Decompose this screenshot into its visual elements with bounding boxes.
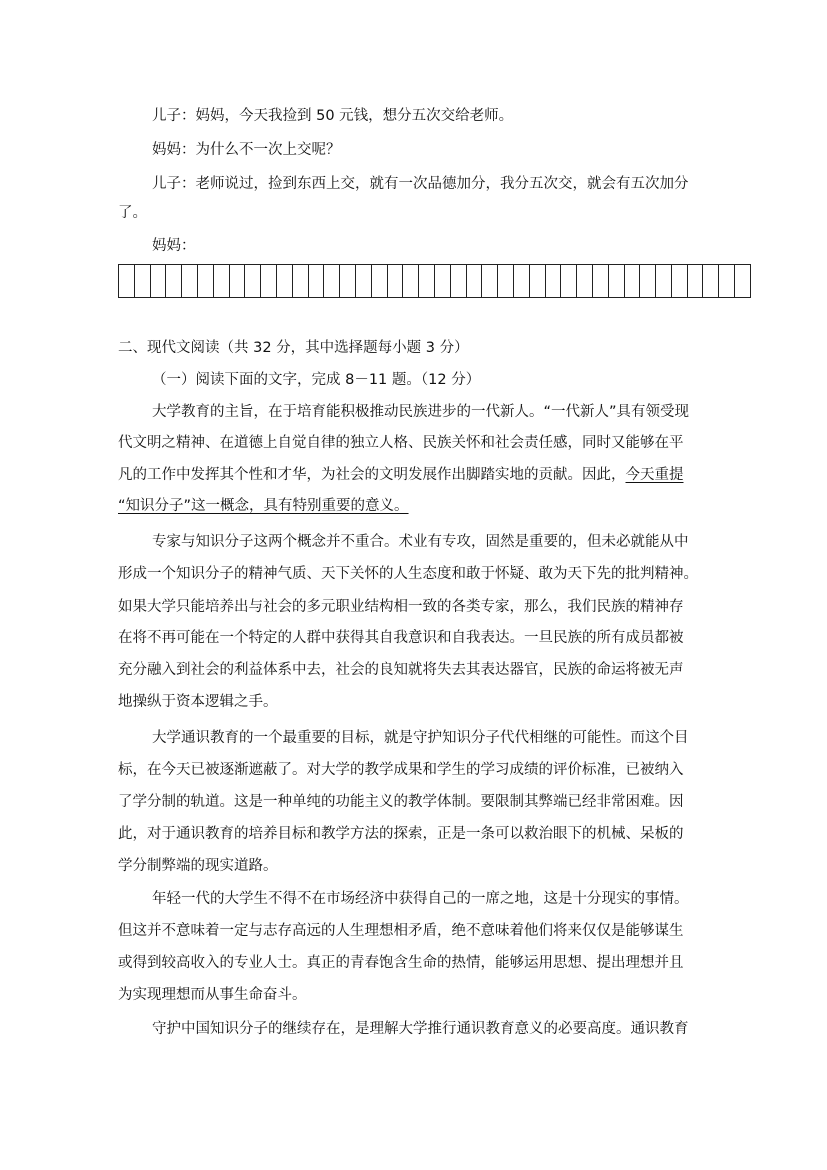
answer-grid-cell[interactable] [166, 264, 182, 298]
answer-grid-cell[interactable] [198, 264, 214, 298]
answer-grid-cell[interactable] [625, 264, 641, 298]
passage-line: 大学教育的主旨，在于培育能积极推动民族进步的一代新人。“一代新人”具有领受现 [152, 404, 690, 420]
dialogue-mom-line: 妈妈：为什么不一次上交呢？ [152, 142, 341, 158]
dialogue-son-line: 儿子：妈妈，今天我捡到 50 元钱，想分五次交给老师。 [152, 108, 514, 124]
answer-grid-cell[interactable] [451, 264, 467, 298]
passage-line: 但这并不意味着一定与志存高远的人生理想相矛盾，绝不意味着他们将来仅仅是能够谋生 [118, 923, 684, 939]
answer-grid-cell[interactable] [309, 264, 325, 298]
underlined-text: “知识分子”这一概念，具有特别重要的意义。 [118, 498, 409, 514]
underlined-text: 今天重提 [625, 467, 684, 483]
passage-line: 或得到较高收入的专业人士。真正的青春饱含生命的热情，能够运用思想、提出理想并且 [118, 955, 684, 971]
passage-line: 地操纵于资本逻辑之手。 [118, 694, 278, 710]
passage-line: 代文明之精神、在道德上自觉自律的独立人格、民族关怀和社会责任感，同时又能够在平 [118, 435, 684, 451]
passage-line: 了学分制的轨道。这是一种单纯的功能主义的教学体制。要限制其弊端已经非常困难。因 [118, 794, 684, 810]
answer-grid-cell[interactable] [214, 264, 230, 298]
answer-grid-cell[interactable] [498, 264, 514, 298]
answer-grid-cell[interactable] [261, 264, 277, 298]
passage-line: 标，在今天已被逐渐遮蔽了。对大学的教学成果和学生的学习成绩的评价标准，已被纳入 [118, 762, 684, 778]
sub-section-heading: （一）阅读下面的文字，完成 8－11 题。（12 分） [152, 372, 481, 388]
answer-grid-cell[interactable] [609, 264, 625, 298]
answer-grid-cell[interactable] [735, 264, 751, 298]
dialogue-son-line-2: 儿子：老师说过，捡到东西上交，就有一次品德加分，我分五次交，就会有五次加分 [152, 176, 689, 192]
answer-grid-cell[interactable] [403, 264, 419, 298]
answer-grid-cell[interactable] [656, 264, 672, 298]
answer-grid-cell[interactable] [577, 264, 593, 298]
answer-grid-cell[interactable] [688, 264, 704, 298]
answer-grid-cell[interactable] [419, 264, 435, 298]
answer-grid-cell[interactable] [356, 264, 372, 298]
answer-grid-cell[interactable] [245, 264, 261, 298]
passage-line: 大学通识教育的一个最重要的目标，就是守护知识分子代代相继的可能性。而这个目 [152, 730, 689, 746]
passage-line: 在将不再可能在一个特定的人群中获得其自我意识和自我表达。一旦民族的所有成员都被 [118, 630, 684, 646]
passage-line: 专家与知识分子这两个概念并不重合。术业有专攻，固然是重要的，但未必就能从中 [152, 534, 689, 550]
passage-line: 守护中国知识分子的继续存在，是理解大学推行通识教育意义的必要高度。通识教育 [152, 1021, 689, 1037]
answer-grid-cell[interactable] [703, 264, 719, 298]
answer-grid-cell[interactable] [514, 264, 530, 298]
answer-grid-cell[interactable] [482, 264, 498, 298]
passage-line: 年轻一代的大学生不得不在市场经济中获得自己的一席之地，这是十分现实的事情。 [152, 891, 689, 907]
passage-line: 形成一个知识分子的精神气质、天下关怀的人生态度和敢于怀疑、敢为天下先的批判精神。 [118, 566, 698, 582]
section-heading: 二、现代文阅读（共 32 分，其中选择题每小题 3 分） [118, 340, 469, 356]
answer-grid-cell[interactable] [119, 264, 135, 298]
answer-grid-cell[interactable] [672, 264, 688, 298]
passage-line: 此，对于通识教育的培养目标和教学方法的探索，正是一条可以救治眼下的机械、呆板的 [118, 826, 684, 842]
dialogue-son-line-2-cont: 了。 [118, 205, 147, 221]
answer-grid-cell[interactable] [324, 264, 340, 298]
passage-line: 学分制弊端的现实道路。 [118, 858, 278, 874]
answer-grid-cell[interactable] [293, 264, 309, 298]
dialogue-mom-answer-prompt: 妈妈： [152, 238, 196, 254]
passage-line: 为实现理想而从事生命奋斗。 [118, 987, 307, 1003]
answer-grid-cell[interactable] [182, 264, 198, 298]
answer-grid-cell[interactable] [372, 264, 388, 298]
answer-grid-cell[interactable] [719, 264, 735, 298]
answer-grid-cell[interactable] [277, 264, 293, 298]
passage-line: 如果大学只能培养出与社会的多元职业结构相一致的各类专家，那么，我们民族的精神存 [118, 599, 684, 615]
answer-writing-grid[interactable] [118, 264, 751, 298]
passage-line [118, 496, 718, 516]
answer-grid-cell[interactable] [561, 264, 577, 298]
answer-grid-cell[interactable] [340, 264, 356, 298]
passage-line: 充分融入到社会的利益体系中去，社会的良知就将失去其表达器官，民族的命运将被无声 [118, 662, 684, 678]
passage-line [118, 465, 718, 485]
answer-grid-cell[interactable] [151, 264, 167, 298]
answer-grid-cell[interactable] [530, 264, 546, 298]
answer-grid-cell[interactable] [467, 264, 483, 298]
answer-grid-cell[interactable] [435, 264, 451, 298]
answer-grid-cell[interactable] [230, 264, 246, 298]
answer-grid-cell[interactable] [593, 264, 609, 298]
answer-grid-cell[interactable] [546, 264, 562, 298]
answer-grid-cell[interactable] [640, 264, 656, 298]
passage-text: 凡的工作中发挥其个性和才华，为社会的文明发展作出脚踏实地的贡献。因此， [118, 467, 626, 483]
answer-grid-cell[interactable] [388, 264, 404, 298]
answer-grid-cell[interactable] [135, 264, 151, 298]
